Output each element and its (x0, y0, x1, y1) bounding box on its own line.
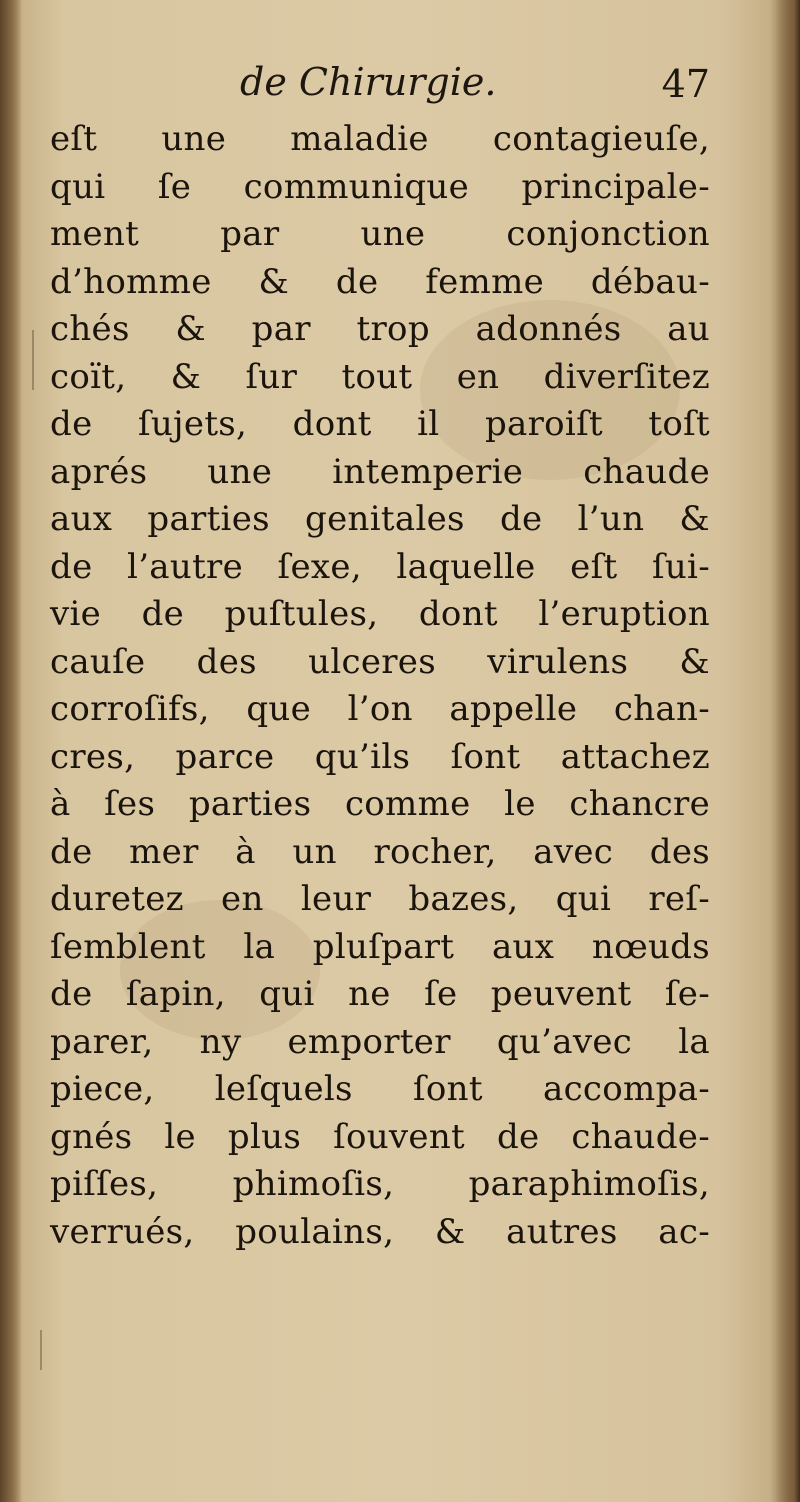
text-line: coït, & ſur tout en diverſitez (50, 356, 710, 397)
text-line: de ſujets, dont il paroiſt toſt (50, 404, 710, 444)
text-line: parer, ny emporter qu’avec la (50, 1021, 710, 1062)
page-number: 47 (661, 62, 710, 106)
text-line: eſt une maladie contagieuſe, (50, 119, 710, 159)
text-line: gnés le plus ſouvent de chaude- (50, 1116, 710, 1157)
text-line: ſemblent la pluſpart aux nœuds (50, 926, 710, 967)
text-line: chés & par trop adonnés au (50, 309, 710, 349)
text-line: cres, parce qu’ils ſont attachez (50, 736, 710, 777)
margin-mark (40, 1330, 42, 1370)
page-header (50, 60, 710, 120)
text-line: cauſe des ulceres virulens & (50, 641, 710, 682)
text-line: ment par une conjonction (50, 214, 710, 254)
text-line: de l’autre ſexe, laquelle eſt ſui- (50, 546, 710, 587)
text-line: corroſifs, que l’on appelle chan- (50, 689, 710, 729)
text-line: verrués, poulains, & autres ac- (50, 1211, 710, 1252)
text-line: à ſes parties comme le chancre (50, 784, 710, 824)
text-line: de ſapin, qui ne ſe peuvent ſe- (50, 974, 710, 1014)
text-line: aux parties genitales de l’un & (50, 499, 710, 539)
text-line: duretez en leur bazes, qui reſ- (50, 879, 710, 919)
text-line: piece, leſquels ſont accompa- (50, 1069, 710, 1109)
body-text (50, 116, 710, 1256)
text-line: qui ſe communique principale- (50, 166, 710, 207)
running-head: de Chirurgie. (240, 60, 497, 104)
text-line: aprés une intemperie chaude (50, 451, 710, 492)
text-line: vie de puſtules, dont l’eruption (50, 594, 710, 634)
text-line: d’homme & de femme débau- (50, 261, 710, 302)
text-line: piſſes, phimoſis, paraphimoſis, (50, 1164, 710, 1204)
text-line: de mer à un rocher, avec des (50, 831, 710, 872)
margin-mark (32, 330, 34, 390)
